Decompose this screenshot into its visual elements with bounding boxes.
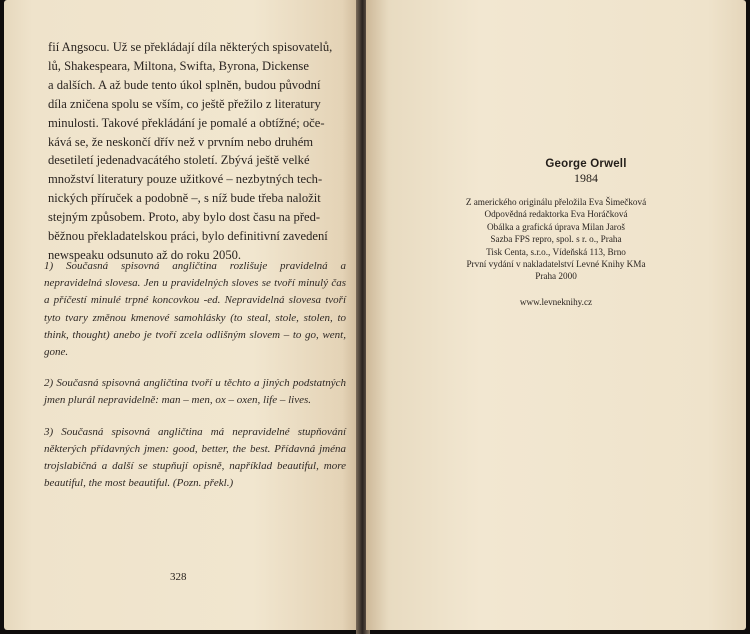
body-line: nických příruček a podobně –, s níž bude třeba naložit [48,191,321,206]
body-line: běžnou překladatelskou práci, bylo definitivní zavedení [48,229,328,244]
credit-line: Tisk Centa, s.r.o., Vídeňská 113, Brno [486,246,626,257]
body-line: lů, Shakespeara, Miltona, Swifta, Byrona, Dickense [48,58,309,73]
translator-notes [44,258,346,506]
credit-line: První vydání v nakladatelství Levné Knihy KMa [466,259,646,270]
credit-line: Praha 2000 [535,271,577,282]
credit-line: Odpovědná redaktorka Eva Horáčková [484,209,628,220]
book-title: 1984 [574,171,598,185]
body-line: a dalších. A až bude tento úkol splněn, budou původní [48,77,321,92]
left-page [4,0,360,630]
colophon-title [486,158,686,186]
body-line: desetiletí jedenadvacátého století. Zbývá ještě velké [48,153,310,168]
right-page [366,0,746,630]
page-number: 328 [170,571,187,583]
body-line: newspeaku odsunuto až do roku 2050. [48,247,242,262]
body-line: kává se, že neskončí dřív než v prvním nebo druhém [48,134,314,149]
footnote-2: 2) Současná spisovná angličtina tvoří u těchto a jiných podstatných jmen plurál nepravidelně: man – men, ox – oxen, life – lives. [44,377,346,407]
body-line: množství literatury pouze užitkové – nezbytných tech- [48,172,323,187]
credit-line: Obálka a grafická úprava Milan Jaroš [486,221,625,232]
body-line: stejným způsobem. Proto, aby bylo dost času na před- [48,210,321,225]
body-line: díla zničena spolu se vším, co ještě přežilo z literatury [48,96,321,111]
credit-line: Z amerického originálu přeložila Eva Šimečková [465,197,647,207]
body-text [48,38,353,265]
footnote-3: 3) Současná spisovná angličtina má nepravidelné stupňování některých přídavných jmen: good, better, the best. Přídavná jména trojslabičná a další se stupňují opisně, například beautiful, more beautiful, the most beautiful. (Pozn. překl.) [44,425,346,490]
footnote-1: 1) Současná spisovná angličtina rozlišuje pravidelná a nepravidelná slovesa. Jen u pravidelných sloves se tvoří minulý čas a příčestí minulé trpné koncovkou -ed. Nepravidelná slovesa tvoří tyto tvary změnou kmenové samohlásky (to steal, stole, stolen, to think, thought) anebo je tvoří zcela odlišným slovem – to go, went, gone. [44,260,346,359]
colophon-credits [396,196,716,283]
body-line: minulosti. Takové překládání je pomalé a obtížné; oče- [48,115,325,130]
body-line: fií Angsocu. Už se překládají díla některých spisovatelů, [48,40,333,54]
publisher-url: www.levneknihy.cz [519,297,593,307]
credit-line: Sazba FPS repro, spol. s r. o., Praha [490,234,622,245]
author-name: George Orwell [545,158,627,170]
